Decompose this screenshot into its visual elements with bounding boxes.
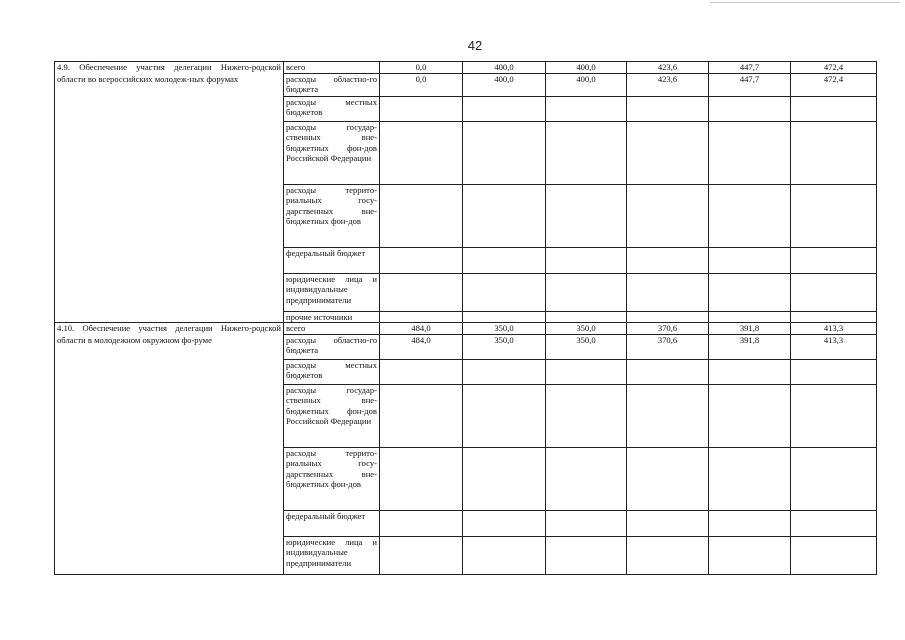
year-value-cell — [546, 273, 627, 311]
year-value-cell — [791, 510, 877, 536]
year-value-cell — [463, 184, 546, 247]
year-value-cell — [546, 384, 627, 447]
program-item-title: 4.9. Обеспечение участия делегации Нижего-родской области во всероссийских молодеж-ных форумах — [55, 62, 284, 323]
year-value-cell: 391,8 — [709, 334, 791, 359]
year-value-cell — [791, 247, 877, 273]
year-value-cell — [546, 247, 627, 273]
year-value-cell: 370,6 — [627, 323, 709, 335]
year-value-cell — [709, 384, 791, 447]
year-value-cell — [380, 311, 463, 323]
year-value-cell — [380, 384, 463, 447]
year-value-cell: 350,0 — [546, 334, 627, 359]
year-value-cell — [463, 96, 546, 121]
year-value-cell — [463, 247, 546, 273]
funding-source-cell: расходы государ-ственных вне-бюджетных фон-дов Российской Федерации — [284, 121, 380, 184]
year-value-cell — [627, 510, 709, 536]
funding-source-cell: юридические лица и индивидуальные предприниматели — [284, 536, 380, 574]
year-value-cell — [791, 96, 877, 121]
funding-source-cell: расходы местных бюджетов — [284, 359, 380, 384]
year-value-cell — [627, 536, 709, 574]
year-value-cell — [546, 121, 627, 184]
year-value-cell — [709, 311, 791, 323]
year-value-cell — [546, 311, 627, 323]
year-value-cell — [709, 359, 791, 384]
funding-source-cell: всего — [284, 62, 380, 74]
year-value-cell: 413,3 — [791, 323, 877, 335]
year-value-cell — [791, 121, 877, 184]
funding-source-cell: расходы государ-ственных вне-бюджетных фон-дов Российской Федерации — [284, 384, 380, 447]
year-value-cell — [463, 121, 546, 184]
year-value-cell: 350,0 — [463, 323, 546, 335]
year-value-cell: 447,7 — [709, 62, 791, 74]
year-value-cell — [463, 536, 546, 574]
funding-source-cell: расходы террито-риальных госу-дарственных вне-бюджетных фон-дов — [284, 184, 380, 247]
year-value-cell — [380, 447, 463, 510]
year-value-cell — [380, 536, 463, 574]
year-value-cell — [709, 510, 791, 536]
program-item-title: 4.10. Обеспечение участия делегации Нижего-родской области в молодежном окружном фо-руме — [55, 323, 284, 575]
year-value-cell — [463, 510, 546, 536]
year-value-cell: 350,0 — [463, 334, 546, 359]
table-row — [55, 62, 877, 74]
year-value-cell: 0,0 — [380, 62, 463, 74]
year-value-cell — [627, 273, 709, 311]
year-value-cell: 370,6 — [627, 334, 709, 359]
year-value-cell — [546, 184, 627, 247]
year-value-cell: 400,0 — [463, 62, 546, 74]
year-value-cell: 400,0 — [546, 62, 627, 74]
year-value-cell — [380, 96, 463, 121]
year-value-cell — [791, 184, 877, 247]
year-value-cell: 413,3 — [791, 334, 877, 359]
year-value-cell: 0,0 — [380, 73, 463, 96]
funding-source-cell: всего — [284, 323, 380, 335]
funding-source-cell: расходы областно-го бюджета — [284, 334, 380, 359]
year-value-cell — [709, 536, 791, 574]
year-value-cell — [709, 247, 791, 273]
year-value-cell: 400,0 — [463, 73, 546, 96]
year-value-cell — [380, 359, 463, 384]
budget-table — [54, 61, 877, 575]
year-value-cell — [627, 96, 709, 121]
budget-table-body — [55, 62, 877, 575]
year-value-cell — [791, 384, 877, 447]
year-value-cell — [791, 536, 877, 574]
year-value-cell — [546, 510, 627, 536]
year-value-cell: 472,4 — [791, 73, 877, 96]
year-value-cell — [380, 247, 463, 273]
page-number: 42 — [467, 38, 483, 53]
funding-source-cell: прочие источники — [284, 311, 380, 323]
funding-source-cell: федеральный бюджет — [284, 247, 380, 273]
table-row — [55, 323, 877, 335]
year-value-cell — [463, 273, 546, 311]
funding-source-cell: расходы местных бюджетов — [284, 96, 380, 121]
year-value-cell — [627, 384, 709, 447]
year-value-cell — [463, 359, 546, 384]
year-value-cell: 484,0 — [380, 323, 463, 335]
scan-mark-top — [710, 2, 900, 3]
year-value-cell — [380, 184, 463, 247]
year-value-cell — [463, 311, 546, 323]
year-value-cell — [546, 536, 627, 574]
year-value-cell — [709, 447, 791, 510]
year-value-cell: 423,6 — [627, 73, 709, 96]
year-value-cell — [709, 273, 791, 311]
funding-source-cell: расходы террито-риальных госу-дарственных вне-бюджетных фон-дов — [284, 447, 380, 510]
year-value-cell — [627, 359, 709, 384]
year-value-cell — [709, 184, 791, 247]
year-value-cell — [546, 96, 627, 121]
year-value-cell: 472,4 — [791, 62, 877, 74]
year-value-cell: 350,0 — [546, 323, 627, 335]
year-value-cell — [380, 121, 463, 184]
year-value-cell — [791, 273, 877, 311]
year-value-cell — [546, 359, 627, 384]
year-value-cell — [627, 121, 709, 184]
year-value-cell: 400,0 — [546, 73, 627, 96]
year-value-cell — [709, 121, 791, 184]
year-value-cell — [380, 510, 463, 536]
year-value-cell: 447,7 — [709, 73, 791, 96]
year-value-cell: 484,0 — [380, 334, 463, 359]
year-value-cell — [380, 273, 463, 311]
year-value-cell — [627, 184, 709, 247]
year-value-cell — [463, 384, 546, 447]
funding-source-cell: расходы областно-го бюджета — [284, 73, 380, 96]
year-value-cell: 391,8 — [709, 323, 791, 335]
funding-source-cell: федеральный бюджет — [284, 510, 380, 536]
year-value-cell — [627, 311, 709, 323]
funding-source-cell: юридические лица и индивидуальные предприниматели — [284, 273, 380, 311]
year-value-cell — [791, 311, 877, 323]
year-value-cell — [627, 247, 709, 273]
year-value-cell: 423,6 — [627, 62, 709, 74]
year-value-cell — [791, 359, 877, 384]
year-value-cell — [709, 96, 791, 121]
year-value-cell — [791, 447, 877, 510]
year-value-cell — [463, 447, 546, 510]
year-value-cell — [546, 447, 627, 510]
year-value-cell — [627, 447, 709, 510]
